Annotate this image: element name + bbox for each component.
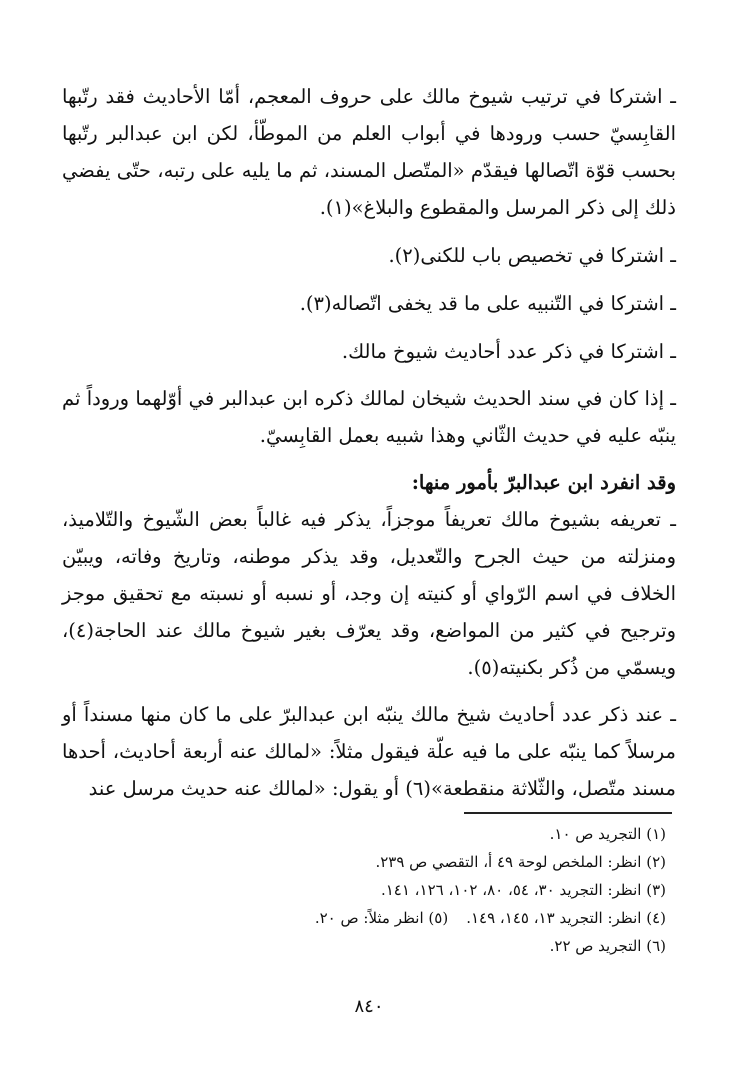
paragraph-two-sheikhs: ـ إذا كان في سند الحديث شيخان لمالك ذكره ابن عبدالبر في أوّلهما وروداً ثم ينبّه عليه في حديث الثّاني وهذا شبيه بعمل القابِسيّ. — [62, 387, 676, 447]
footnote-6: (٦) التجريد ص ٢٢. — [549, 937, 666, 955]
footnote-2: (٢) انظر: الملخص لوحة ٤٩ أ، التقصي ص ٢٣٩. — [375, 853, 666, 871]
footnote-4: (٤) انظر: التجريد ١٣، ١٤٥، ١٤٩. — [466, 909, 666, 927]
section-heading-unique: وقد انفرد ابن عبدالبرّ بأمور منها: — [411, 471, 676, 494]
footnote-4-5-row — [62, 904, 666, 932]
footnote-3: (٣) انظر: التجريد ٣٠، ٥٤، ٨٠، ١٠٢، ١٢٦، ١٤١. — [380, 881, 666, 899]
paragraph-musnad-mursal: ـ عند ذكر عدد أحاديث شيخ مالك ينبّه ابن عبدالبرّ على ما كان منها مسنداً أو مرسلاً كما ينبّه على ما فيه علّة فيقول مثلاً: «لمالك عنه أربعة أحاديث، أحدها مسند متّصل، والثّلاثة منقطعة»(٦) أو يقول: «لمالك عنه حديث مرسل عند — [62, 703, 676, 800]
paragraph-hadith-count: ـ اشتركا في ذكر عدد أحاديث شيوخ مالك. — [341, 340, 676, 363]
page-number: ٨٤٠ — [354, 996, 384, 1017]
paragraph-ordering: ـ اشتركا في ترتيب شيوخ مالك على حروف المعجم، أمّا الأحاديث فقد رتّبها القابِسيّ حسب ورودها في أبواب العلم من الموطّأ، لكن ابن عبدالبر رتّبها بحسب قوّة اتّصالها فيقدّم «المتّصل المسند، ثم ما يليه على رتبه، حتّى يفضي ذلك إلى ذكر المرسل والمقطوع والبلاغ»(١). — [62, 85, 676, 219]
footnotes — [62, 812, 676, 960]
main-text — [62, 78, 676, 807]
footnote-divider — [464, 812, 672, 814]
footnote-5: (٥) انظر مثلاً: ص ٢٠. — [314, 909, 449, 927]
footnote-1: (١) التجريد ص ١٠. — [549, 825, 666, 843]
paragraph-kunya-chapter: ـ اشتركا في تخصيص باب للكنى(٢). — [388, 244, 676, 267]
paragraph-sheikh-definitions: ـ تعريفه بشيوخ مالك تعريفاً موجزاً، يذكر فيه غالباً بعض الشّيوخ والتّلاميذ، ومنزلته من حيث الجرح والتّعديل، وقد يذكر موطنه، وتاريخ وفاته، ويبيّن الخلاف في اسم الرّواي أو كنيته إن وجد، أو نسبه أو نسبته مع تحقيق موجز وترجيح في كثير من المواضع، وقد يعرّف بغير شيوخ مالك عند الحاجة(٤)، ويسمّي من ذُكر بكنيته(٥). — [62, 508, 676, 679]
paragraph-hidden-connection: ـ اشتركا في التّنبيه على ما قد يخفى اتّصاله(٣). — [299, 292, 676, 315]
